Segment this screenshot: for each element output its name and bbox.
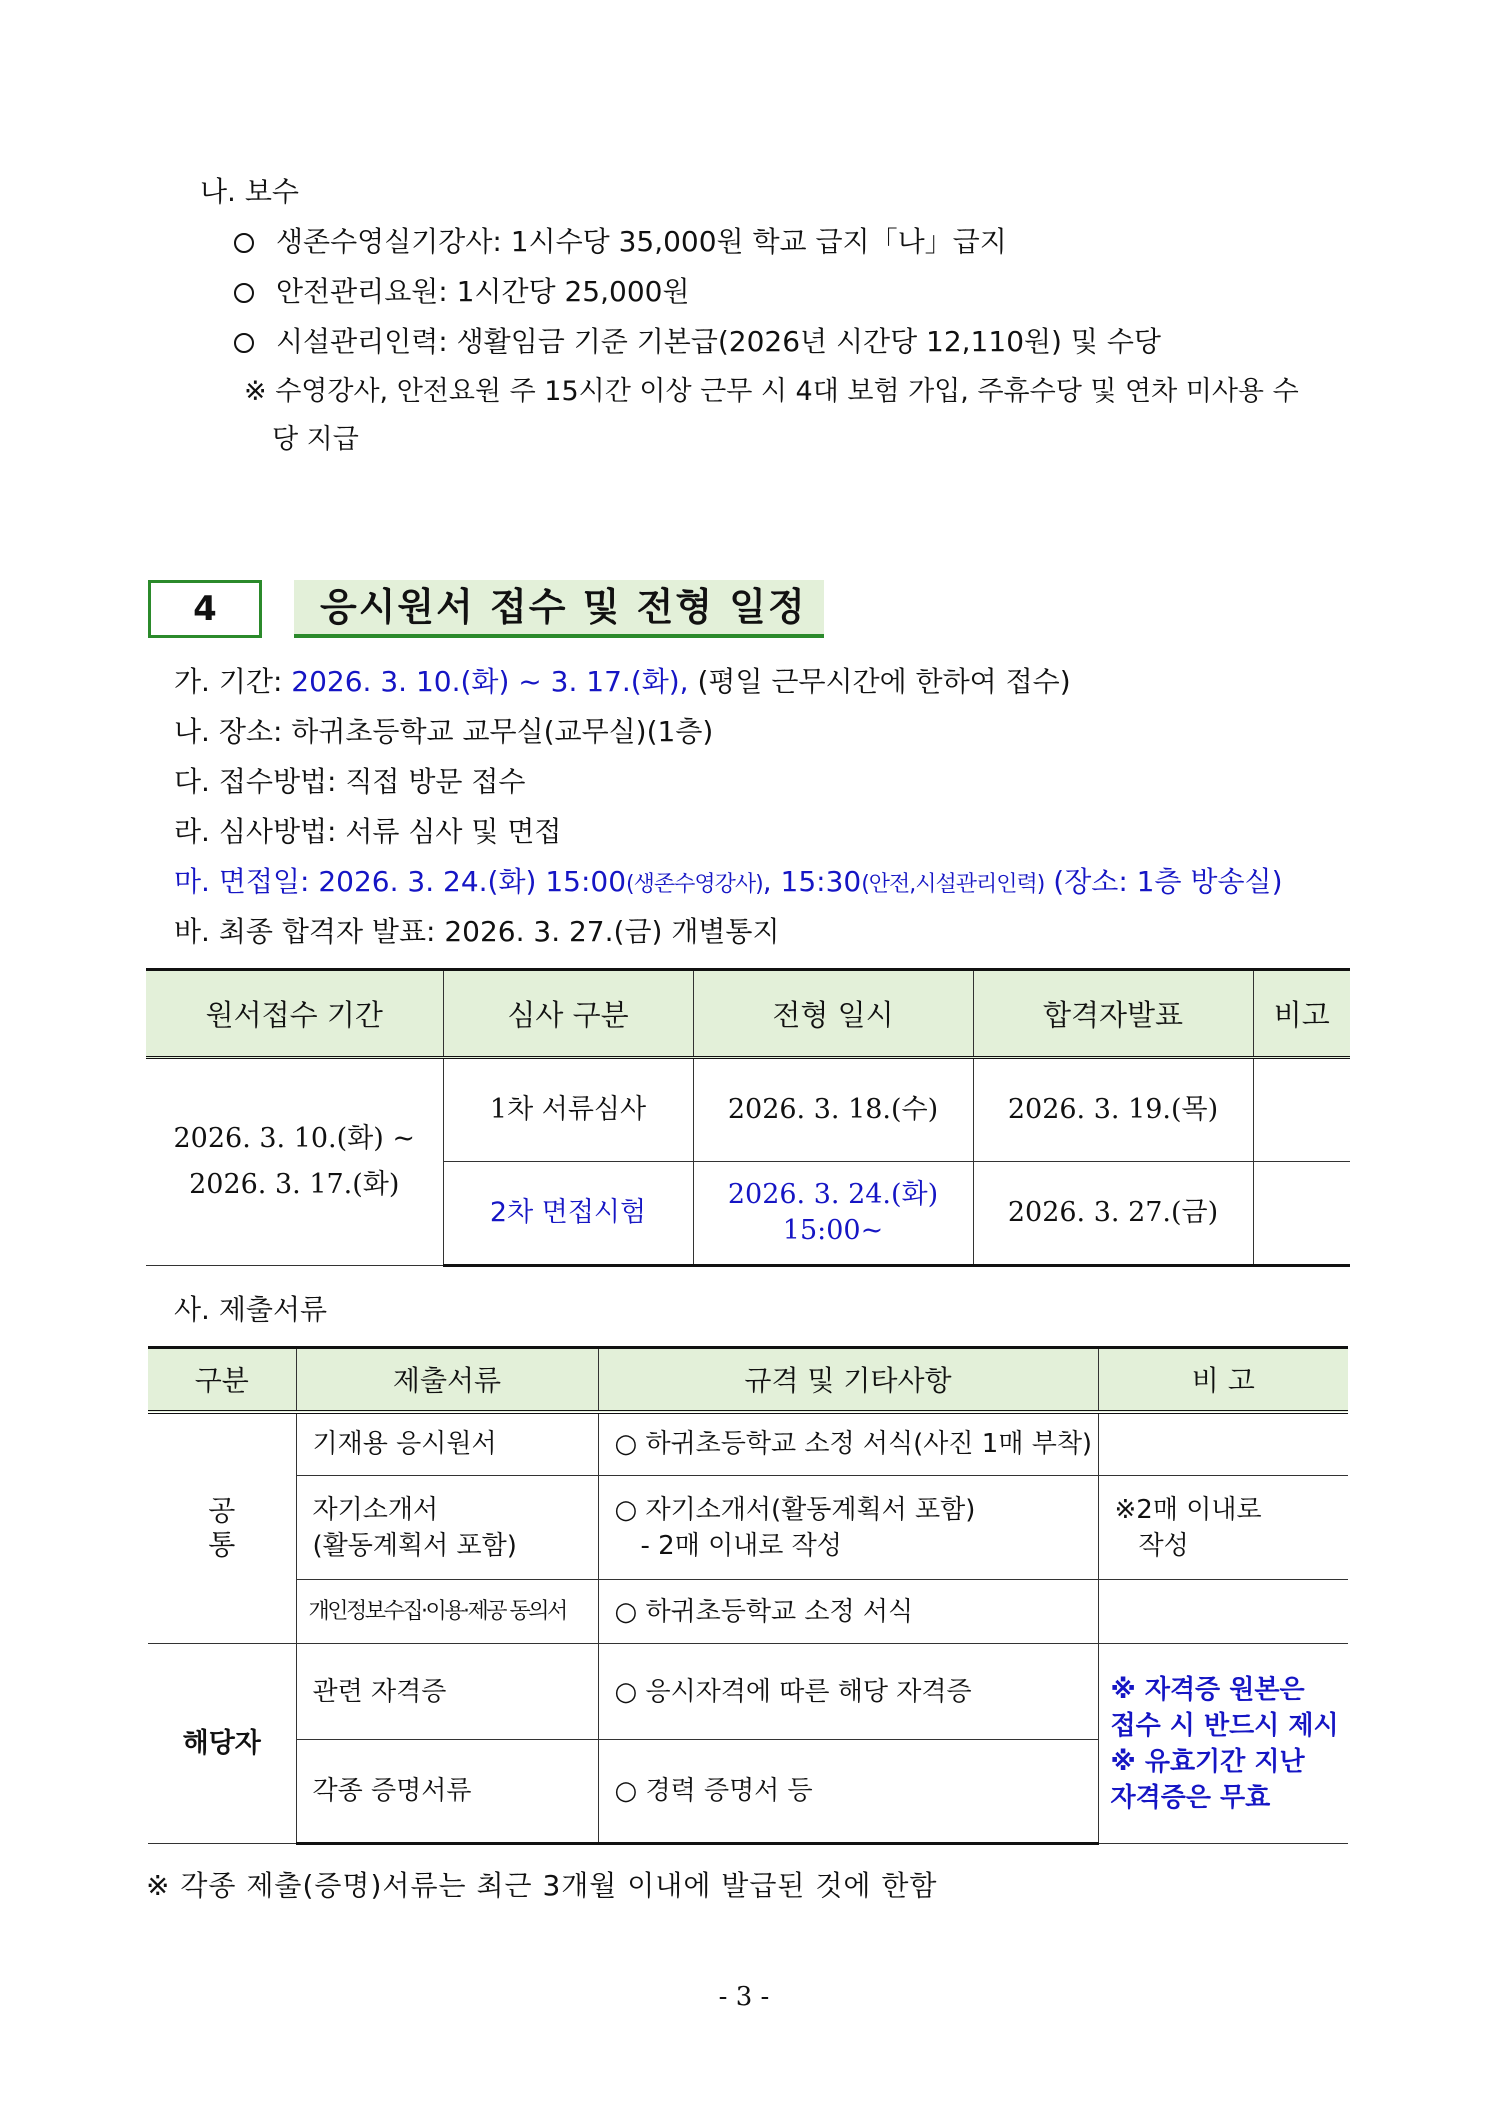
table-row <box>148 1476 1348 1580</box>
table-header-row <box>148 1348 1348 1412</box>
col-header: 비고 <box>1253 970 1350 1058</box>
schedule-review: 라. 심사방법: 서류 심사 및 면접 <box>174 815 562 848</box>
table-row <box>148 1644 1348 1740</box>
col-header: 구분 <box>148 1348 296 1412</box>
section-title: 응시원서 접수 및 전형 일정 <box>294 580 824 638</box>
certificate-note: ※ 자격증 원본은 접수 시 반드시 제시 ※ 유효기간 지난 자격증은 무효 <box>1098 1644 1348 1844</box>
pay-item: 생존수영실기강사: 1시수당 35,000원 학교 급지「나」급지 <box>234 222 1007 262</box>
circle-bullet-icon <box>234 283 254 303</box>
doc-name: 자기소개서 (활동계획서 포함) <box>296 1476 598 1580</box>
documents-table <box>148 1346 1348 1845</box>
announce-date: 2026. 3. 19.(목) <box>973 1058 1253 1162</box>
doc-remark <box>1098 1580 1348 1644</box>
docs-heading: 사. 제출서류 <box>174 1293 328 1326</box>
doc-spec: ○ 하귀초등학교 소정 서식 <box>598 1580 1098 1644</box>
doc-spec: ○ 하귀초등학교 소정 서식(사진 1매 부착) <box>598 1412 1098 1476</box>
review-type: 1차 서류심사 <box>443 1058 693 1162</box>
pay-heading: 나. 보수 <box>200 175 299 208</box>
schedule-method: 다. 접수방법: 직접 방문 접수 <box>174 765 526 798</box>
doc-spec: ○ 자기소개서(활동계획서 포함) - 2매 이내로 작성 <box>598 1476 1098 1580</box>
remark-cell <box>1253 1162 1350 1266</box>
review-type: 2차 면접시험 <box>443 1162 693 1266</box>
schedule-final: 바. 최종 합격자 발표: 2026. 3. 27.(금) 개별통지 <box>174 915 780 948</box>
pay-note-cont: 당 지급 <box>272 424 359 455</box>
col-header: 규격 및 기타사항 <box>598 1348 1098 1412</box>
col-header: 심사 구분 <box>443 970 693 1058</box>
footer-note: ※ 각종 제출(증명)서류는 최근 3개월 이내에 발급된 것에 한함 <box>146 1869 938 1902</box>
doc-spec: ○ 경력 증명서 등 <box>598 1740 1098 1844</box>
section-number: 4 <box>148 580 262 638</box>
review-date: 2026. 3. 24.(화) 15:00~ <box>693 1162 973 1266</box>
col-header: 합격자발표 <box>973 970 1253 1058</box>
col-header: 제출서류 <box>296 1348 598 1412</box>
announce-date: 2026. 3. 27.(금) <box>973 1162 1253 1266</box>
schedule-table <box>146 968 1350 1267</box>
table-header-row <box>146 970 1350 1058</box>
col-header: 원서접수 기간 <box>146 970 443 1058</box>
doc-remark <box>1098 1412 1348 1476</box>
schedule-interview: 마. 면접일: 2026. 3. 24.(화) 15:00(생존수영강사), 15:30(안전,시설관리인력) (장소: 1층 방송실) <box>174 865 1283 898</box>
pay-item: 시설관리인력: 생활임금 기준 기본급(2026년 시간당 12,110원) 및 수당 <box>234 322 1161 362</box>
group-common: 공통 <box>148 1412 296 1644</box>
pay-item: 안전관리요원: 1시간당 25,000원 <box>234 272 690 312</box>
group-applicable: 해당자 <box>148 1644 296 1844</box>
pay-note: ※ 수영강사, 안전요원 주 15시간 이상 근무 시 4대 보험 가입, 주휴수당 및 연차 미사용 수 <box>244 376 1299 407</box>
col-header: 전형 일시 <box>693 970 973 1058</box>
table-row <box>148 1412 1348 1476</box>
doc-name: 각종 증명서류 <box>296 1740 598 1844</box>
col-header: 비 고 <box>1098 1348 1348 1412</box>
table-row <box>148 1580 1348 1644</box>
schedule-place: 나. 장소: 하귀초등학교 교무실(교무실)(1층) <box>174 715 714 748</box>
remark-cell <box>1253 1058 1350 1162</box>
page-number: - 3 - <box>718 1982 770 2012</box>
application-period: 2026. 3. 10.(화) ~ 2026. 3. 17.(화) <box>146 1058 443 1266</box>
doc-spec: ○ 응시자격에 따른 해당 자격증 <box>598 1644 1098 1740</box>
circle-bullet-icon <box>234 233 254 253</box>
table-row <box>146 1058 1350 1162</box>
doc-name: 관련 자격증 <box>296 1644 598 1740</box>
doc-remark: ※2매 이내로 작성 <box>1098 1476 1348 1580</box>
schedule-period: 가. 기간: 2026. 3. 10.(화) ~ 3. 17.(화), (평일 근무시간에 한하여 접수) <box>174 665 1071 698</box>
review-date: 2026. 3. 18.(수) <box>693 1058 973 1162</box>
doc-name: 개인정보수집·이용·제공 동의서 <box>296 1580 598 1644</box>
doc-name: 기재용 응시원서 <box>296 1412 598 1476</box>
circle-bullet-icon <box>234 333 254 353</box>
